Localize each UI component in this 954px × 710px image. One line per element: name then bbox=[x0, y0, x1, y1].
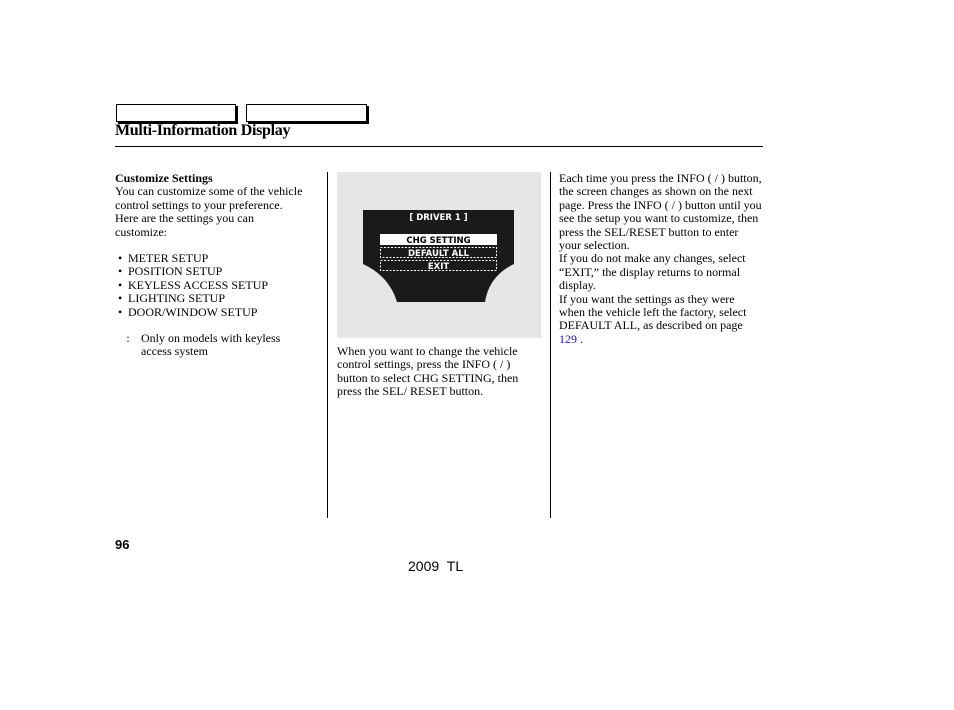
nav-tab-main-menu[interactable] bbox=[116, 104, 236, 122]
settings-list bbox=[115, 252, 305, 319]
footnote-mark: : bbox=[126, 331, 130, 346]
column-2 bbox=[337, 345, 542, 399]
list-item: • METER SETUP bbox=[115, 252, 305, 265]
footnote-text: Only on models with keyless access system bbox=[141, 331, 281, 359]
column-3 bbox=[559, 172, 763, 346]
nav-tab-index[interactable] bbox=[246, 104, 367, 122]
footer-model: 2009 TL bbox=[408, 558, 464, 574]
column-divider-2 bbox=[550, 172, 551, 518]
display-illustration bbox=[337, 172, 541, 338]
column-divider-1 bbox=[327, 172, 328, 518]
page-link-129[interactable]: 129 bbox=[559, 331, 577, 346]
intro-text: You can customize some of the vehicle control settings to your preference. Here are the settings you can customize: bbox=[115, 184, 303, 239]
display-figure bbox=[337, 172, 541, 338]
page-number: 96 bbox=[115, 537, 130, 552]
list-item: • LIGHTING SETUP bbox=[115, 292, 305, 305]
list-item: • KEYLESS ACCESS SETUP bbox=[115, 279, 305, 292]
display-header: [ DRIVER 1 ] bbox=[409, 213, 468, 223]
default-all-text: If you want the settings as they were when the vehicle left the factory, select DEFAULT ALL, as described on page bbox=[559, 291, 747, 333]
list-item: • POSITION SETUP bbox=[115, 265, 305, 278]
list-item: • DOOR/WINDOW SETUP bbox=[115, 306, 305, 319]
section-heading: Customize Settings bbox=[115, 171, 213, 185]
footnote bbox=[115, 332, 305, 359]
paragraph-info-button: Each time you press the INFO ( / ) button, the screen changes as shown on the next page. Press the INFO ( / ) button until you see the setup you want to customize, then press the SEL/RESET button to enter your selection. bbox=[559, 171, 762, 253]
display-option-default-all: DEFAULT ALL bbox=[407, 249, 470, 259]
paragraph-default-all bbox=[559, 293, 763, 347]
title-rule bbox=[115, 146, 763, 147]
display-option-chg-setting: CHG SETTING bbox=[406, 236, 471, 246]
column-1 bbox=[115, 172, 305, 359]
instruction-text: When you want to change the vehicle control settings, press the INFO ( / ) button to select CHG SETTING, then press the SEL/ RESET button. bbox=[337, 344, 519, 399]
page-title: Multi-Information Display bbox=[115, 122, 291, 139]
default-all-text-end: . bbox=[577, 331, 583, 346]
display-option-exit: EXIT bbox=[427, 262, 450, 272]
paragraph-exit: If you do not make any changes, select “EXIT,” the display returns to normal display. bbox=[559, 251, 746, 293]
